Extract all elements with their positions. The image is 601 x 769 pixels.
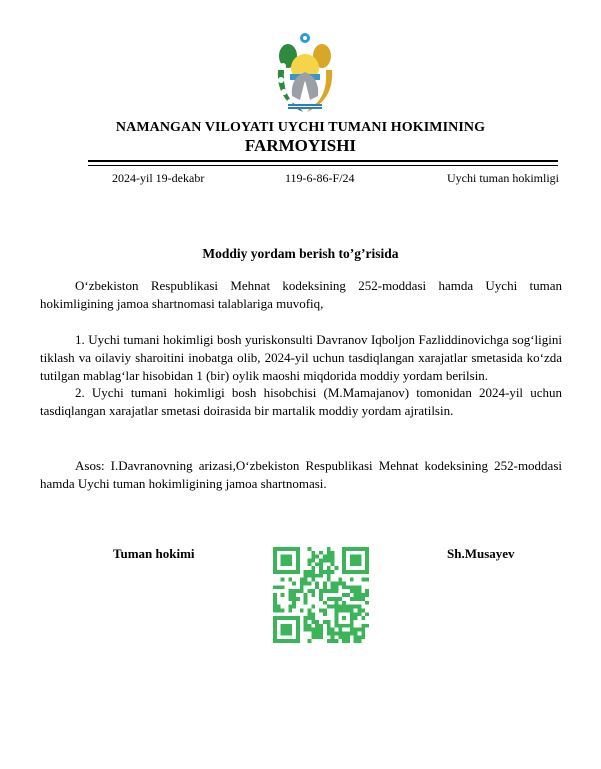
qr-module [281,555,293,567]
qr-module [357,585,361,589]
qr-module [311,578,315,582]
qr-module [346,585,350,589]
qr-module [334,631,338,635]
qr-module [315,635,319,639]
qr-module [273,608,277,612]
qr-module [304,624,308,628]
qr-module [288,608,292,612]
qr-module [361,608,365,612]
qr-module [308,547,312,551]
qr-module [361,624,365,628]
document-date: 2024-yil 19-dekabr [112,171,205,185]
qr-module [331,628,335,632]
qr-module [300,578,304,582]
qr-module [354,631,358,635]
qr-module [292,597,296,601]
qr-module [342,593,346,597]
signatory-name: Sh.Musayev [447,546,515,561]
qr-module [331,559,335,563]
qr-module [308,582,312,586]
qr-module [308,639,312,643]
qr-module [354,612,358,616]
qr-module [319,589,323,593]
qr-module [304,601,308,605]
qr-module [327,605,331,609]
qr-module [357,639,361,643]
qr-module [288,589,292,593]
qr-module [346,593,350,597]
qr-module [319,551,323,555]
qr-module [327,624,331,628]
qr-module [288,605,292,609]
qr-module [327,620,331,624]
qr-module [323,555,327,559]
qr-module [357,612,361,616]
qr-module [342,635,346,639]
qr-module [334,597,338,601]
qr-module [304,578,308,582]
qr-module [338,635,342,639]
qr-module [327,639,331,643]
qr-module [281,578,285,582]
qr-module [277,605,281,609]
qr-module [319,559,323,563]
qr-module [308,562,312,566]
qr-module [342,616,346,620]
qr-module [361,631,365,635]
state-emblem-icon [270,30,340,116]
qr-module [323,589,327,593]
qr-module [308,574,312,578]
qr-module [308,612,312,616]
header-divider-thick [88,160,558,162]
qr-module [350,597,354,601]
qr-module [331,605,335,609]
qr-module [311,570,315,574]
issuer-name: Uychi tuman hokimligi [447,171,559,185]
qr-module [327,547,331,551]
qr-module [354,635,358,639]
qr-module [319,562,323,566]
qr-module [354,628,358,632]
qr-module [308,616,312,620]
qr-module [338,597,342,601]
qr-module [334,589,338,593]
qr-module [365,589,369,593]
qr-module [315,574,319,578]
qr-code-icon[interactable] [273,547,369,643]
qr-module [323,582,327,586]
qr-module [315,624,319,628]
qr-module [315,555,319,559]
qr-module [300,582,304,586]
qr-module [319,593,323,597]
qr-module [331,551,335,555]
qr-module [365,578,369,582]
qr-module [354,589,358,593]
qr-module [292,605,296,609]
document-title: Moddiy yordam berish to’g’risida [202,246,399,261]
qr-module [304,570,308,574]
qr-module [342,605,346,609]
qr-module [311,559,315,563]
qr-module [273,605,277,609]
qr-module [361,578,365,582]
qr-module [311,555,315,559]
qr-module [304,628,308,632]
qr-module [319,624,323,628]
qr-module [331,631,335,635]
qr-module [327,578,331,582]
qr-module [311,635,315,639]
qr-module [304,593,308,597]
qr-module [327,570,331,574]
qr-module [323,559,327,563]
qr-module [334,601,338,605]
qr-module [354,616,358,620]
qr-module [300,608,304,612]
qr-module [327,551,331,555]
qr-module [357,597,361,601]
qr-module [277,608,281,612]
qr-module [281,608,285,612]
qr-module [350,631,354,635]
qr-module [311,566,315,570]
qr-module [315,585,319,589]
qr-module [357,593,361,597]
qr-module [311,612,315,616]
qr-module [319,635,323,639]
qr-module [350,589,354,593]
qr-module [346,639,350,643]
qr-module [338,578,342,582]
signatory-position: Tuman hokimi [113,546,195,561]
qr-module [296,597,300,601]
qr-module [346,605,350,609]
qr-module [342,631,346,635]
qr-module [273,601,277,605]
qr-module [327,555,331,559]
qr-module [334,566,338,570]
qr-module [327,574,331,578]
qr-module [311,574,315,578]
qr-module [338,631,342,635]
qr-module [331,570,335,574]
qr-module [311,628,315,632]
qr-module [273,597,277,601]
qr-module [327,559,331,563]
qr-module [319,628,323,632]
qr-module [357,628,361,632]
qr-module [338,582,342,586]
qr-module [311,551,315,555]
qr-module [327,631,331,635]
qr-module [304,620,308,624]
qr-module [277,585,281,589]
qr-module [300,585,304,589]
qr-module [292,589,296,593]
qr-module [338,605,342,609]
qr-module [288,578,292,582]
qr-module [323,620,327,624]
qr-module [319,570,323,574]
qr-module [288,593,292,597]
qr-module [327,566,331,570]
qr-module [308,628,312,632]
qr-module [342,582,346,586]
qr-module [304,597,308,601]
qr-module [308,624,312,628]
qr-module [308,589,312,593]
document-type: FARMOYISHI [244,136,357,155]
clause-2-paragraph: 2. Uychi tumani hokimligi bosh hisobchisi (M.Mamajanov) tomonidan 2024-yil uchun tasdiqlangan xarajatlar smetasi doirasida bir martalik moddiy yordam ajratilsin. [40,385,562,418]
qr-module [354,585,358,589]
qr-module [308,570,312,574]
qr-module [296,589,300,593]
qr-module [331,597,335,601]
qr-module [311,620,315,624]
qr-module [354,593,358,597]
qr-module [342,601,346,605]
qr-module [273,593,277,597]
qr-module [357,608,361,612]
qr-module [334,585,338,589]
qr-module [361,597,365,601]
qr-module [323,601,327,605]
qr-module [315,562,319,566]
basis-paragraph: Asos: I.Davranovning arizasi,O‘zbekiston Respublikasi Mehnat kodeksining 252-moddasi hamda Uychi tuman hokimligining jamoa shartnomasi. [40,458,562,491]
clause-1-paragraph: 1. Uychi tumani hokimligi bosh yuriskonsulti Davranov Iqboljon Fazliddinovichga sog‘ligini tiklash va oilaviy sharoitini inobatga olib, 2024-yil uchun tasdiqlangan xarajatlar smetasida ko‘zda tutilgan mablag‘lar hisobidan 1 (bir) oylik maoshi miqdorida moddiy yordam berilsin. [40,332,562,383]
qr-module [315,628,319,632]
qr-module [292,582,296,586]
qr-module [357,635,361,639]
qr-module [281,624,293,636]
qr-module [365,593,369,597]
qr-module [292,593,296,597]
qr-module [331,639,335,643]
header-divider-thin [88,165,558,166]
qr-module [361,593,365,597]
qr-module [327,597,331,601]
qr-module [323,570,327,574]
qr-module [323,585,327,589]
qr-module [334,582,338,586]
qr-module [354,597,358,601]
qr-module [311,605,315,609]
qr-module [281,585,285,589]
qr-module [338,628,342,632]
qr-module [304,582,308,586]
qr-module [365,624,369,628]
qr-module [350,585,354,589]
qr-module [281,593,285,597]
qr-module [357,589,361,593]
document-number: 119-6-86-F/24 [285,171,355,185]
qr-module [323,612,327,616]
qr-module [331,635,335,639]
qr-module [331,589,335,593]
qr-module [315,631,319,635]
qr-module [346,631,350,635]
qr-module [315,582,319,586]
qr-module [327,589,331,593]
qr-module [346,635,350,639]
qr-module [334,639,338,643]
qr-module [354,639,358,643]
qr-module [350,628,354,632]
qr-module [319,597,323,601]
qr-module [319,566,323,570]
qr-module [342,585,346,589]
qr-module [292,601,296,605]
qr-module [288,597,292,601]
qr-module [342,639,346,643]
qr-module [300,589,304,593]
issuing-authority: NAMANGAN VILOYATI UYCHI TUMANI HOKIMINING [115,120,486,135]
qr-module [361,616,365,620]
qr-module [334,605,338,609]
qr-module [354,605,358,609]
qr-module [311,616,315,620]
qr-module [323,608,327,612]
qr-module [311,631,315,635]
qr-module [361,635,365,639]
qr-module [311,593,315,597]
qr-module [319,608,323,612]
qr-module [304,616,308,620]
qr-module [319,574,323,578]
qr-module [365,601,369,605]
preamble-paragraph: O‘zbekiston Respublikasi Mehnat kodeksining 252-moddasi hamda Uychi tuman hokimligining jamoa shartnomasi talablariga muvofiq, [40,278,562,311]
qr-module [327,628,331,632]
qr-module [331,582,335,586]
qr-module [357,605,361,609]
qr-module [319,631,323,635]
qr-module [350,555,362,567]
qr-module [308,608,312,612]
qr-module [361,628,365,632]
qr-module [273,585,277,589]
qr-module [331,562,335,566]
qr-module [311,589,315,593]
qr-module [350,578,354,582]
qr-module [331,555,335,559]
qr-module [304,574,308,578]
qr-module [350,605,354,609]
qr-module [308,559,312,563]
qr-module [365,612,369,616]
qr-module [315,620,319,624]
qr-module [331,585,335,589]
